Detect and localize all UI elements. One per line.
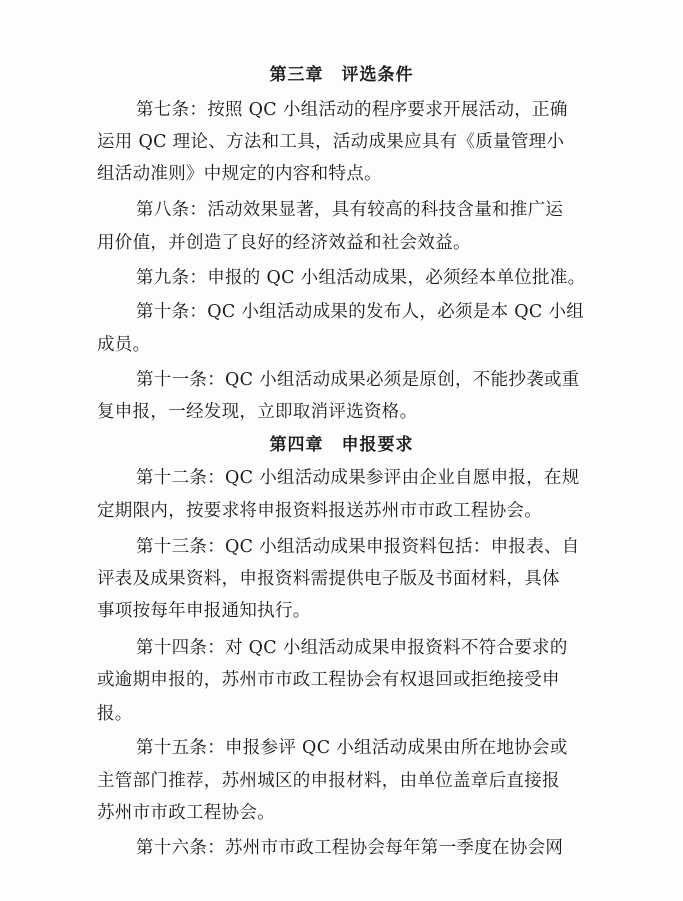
article-14-line-2: 或逾期申报的，苏州市市政工程协会有权退回或拒绝接受申 <box>97 670 560 690</box>
article-10-line-1: 第十条：QC 小组活动成果的发布人，必须是本 QC 小组 <box>136 302 585 322</box>
article-14-line-3: 报。 <box>97 704 133 724</box>
article-11-line-1: 第十一条：QC 小组活动成果必须是原创，不能抄袭或重 <box>136 370 580 390</box>
article-7-line-1: 第七条：按照 QC 小组活动的程序要求开展活动，正确 <box>136 100 568 120</box>
article-15-line-1: 第十五条：申报参评 QC 小组活动成果由所在地协会或 <box>136 738 568 758</box>
article-16-line-1: 第十六条：苏州市市政工程协会每年第一季度在协会网 <box>136 838 564 858</box>
article-13-line-1: 第十三条：QC 小组活动成果申报资料包括：申报表、自 <box>136 537 580 557</box>
article-8-line-1: 第八条：活动效果显著，具有较高的科技含量和推广运 <box>136 200 564 220</box>
article-15-line-2: 主管部门推荐，苏州城区的申报材料，由单位盖章后直接报 <box>97 771 560 791</box>
article-13-line-2: 评表及成果资料，申报资料需提供电子版及书面材料，具体 <box>97 569 560 589</box>
chapter-4-title: 第四章 申报要求 <box>269 435 414 455</box>
article-11-line-2: 复申报，一经发现，立即取消评选资格。 <box>97 402 418 422</box>
article-12-line-2: 定期限内，按要求将申报资料报送苏州市市政工程协会。 <box>97 501 542 521</box>
article-12-line-1: 第十二条：QC 小组活动成果参评由企业自愿申报，在规 <box>136 468 580 488</box>
article-7-line-2: 运用 QC 理论、方法和工具，活动成果应具有《质量管理小 <box>97 132 565 152</box>
article-14-line-1: 第十四条：对 QC 小组活动成果申报资料不符合要求的 <box>136 638 568 658</box>
article-10-line-2: 成员。 <box>97 335 151 355</box>
article-15-line-3: 苏州市市政工程协会。 <box>97 803 275 823</box>
article-7-line-3: 组活动准则》中规定的内容和特点。 <box>97 164 382 184</box>
chapter-3-title: 第三章 评选条件 <box>269 65 414 85</box>
article-8-line-2: 用价值，并创造了良好的经济效益和社会效益。 <box>97 233 471 253</box>
article-13-line-3: 事项按每年申报通知执行。 <box>97 601 311 621</box>
article-9-line-1: 第九条：申报的 QC 小组活动成果，必须经本单位批准。 <box>136 268 586 288</box>
